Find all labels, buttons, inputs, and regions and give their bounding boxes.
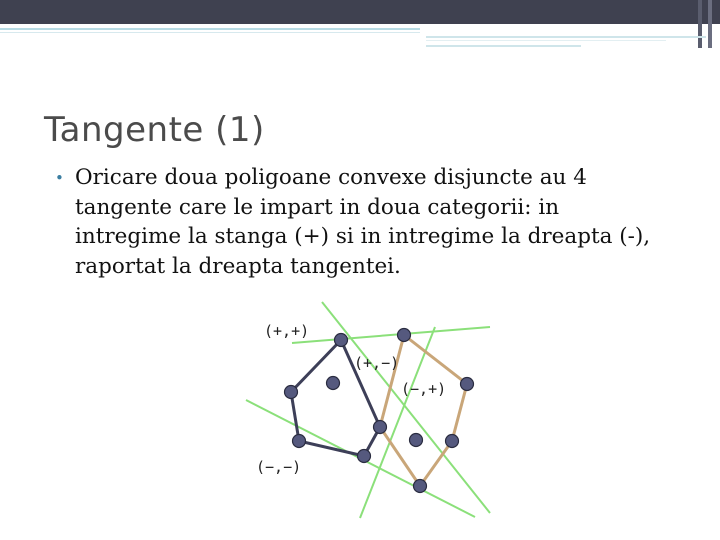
left-polygon-vertex [335, 334, 348, 347]
tangent-line-plus-plus [292, 327, 490, 343]
bullet-text: Oricare doua poligoane convexe disjuncte au 4 tangente care le impart in doua categorii: in intregime la stanga (+) si in intregime la dreapta (-), raportat la dreapta tangentei. [75, 165, 651, 279]
right-polygon-vertex [414, 480, 427, 493]
label-minus-minus: (−,−) [256, 458, 302, 476]
label-plus-plus: (+,+) [264, 322, 310, 340]
shared-vertex [374, 421, 387, 434]
right-polygon-vertex [398, 329, 411, 342]
right-polygon-interior-point [410, 434, 423, 447]
left-polygon-interior-point [327, 377, 340, 390]
right-polygon-vertex [446, 435, 459, 448]
left-polygon-vertex [293, 435, 306, 448]
label-plus-minus: (+,−) [354, 354, 400, 372]
right-polygon-vertex [461, 378, 474, 391]
label-minus-plus: (−,+) [401, 380, 447, 398]
slide-title: Tangente (1) [44, 110, 265, 150]
left-polygon-vertex [358, 450, 371, 463]
bullet-marker: • [55, 169, 64, 187]
left-polygon-vertex [285, 386, 298, 399]
